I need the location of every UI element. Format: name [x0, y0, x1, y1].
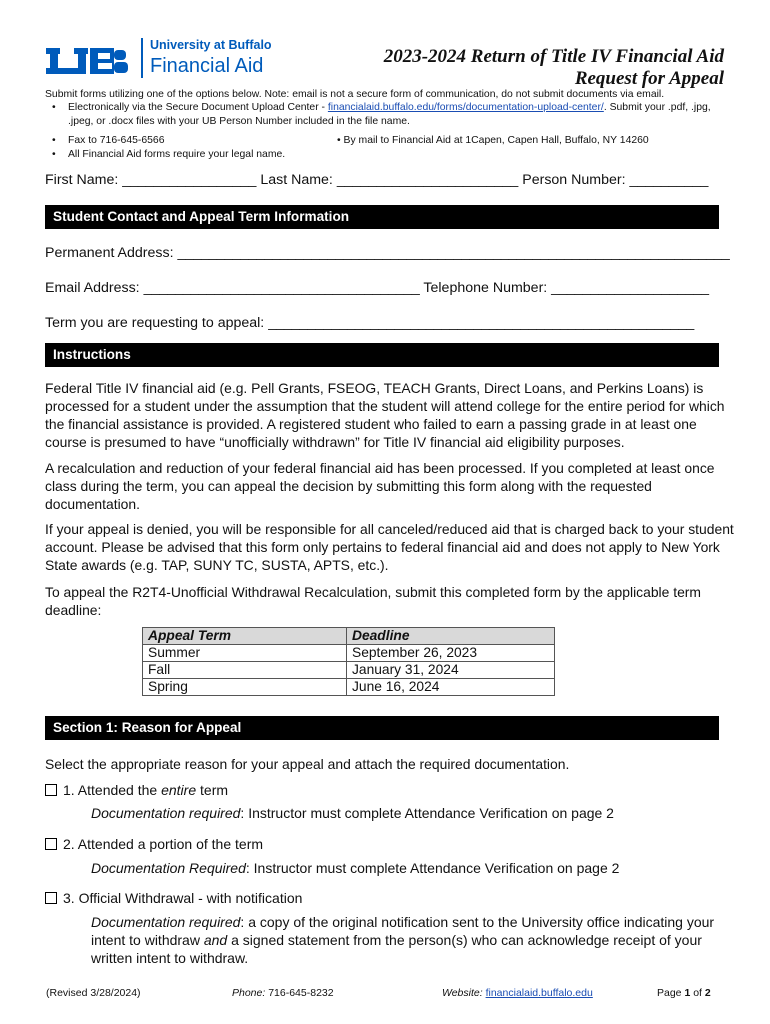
option-2-documentation: Documentation Required: Instructor must complete Attendance Verification on page 2 [91, 860, 620, 876]
term-cell: Spring [143, 679, 347, 696]
table-header-row [143, 628, 555, 645]
option-3-documentation: Documentation required: a copy of the original notification sent to the University office indicating your intent to withdraw and a signed statement from the person(s) who can acknowledge receipt of your written intent to withdraw. [91, 914, 715, 966]
footer-website-link[interactable]: financialaid.buffalo.edu [485, 987, 593, 999]
bullet-mail: • By mail to Financial Aid at 1Capen, Capen Hall, Buffalo, NY 14260 [337, 135, 649, 146]
bullet-legal-name: • All Financial Aid forms require your legal name. [68, 148, 285, 162]
logo-divider [141, 38, 143, 78]
footer-website: Website: financialaid.buffalo.edu [442, 987, 593, 999]
footer-page-number: Page 1 of 2 [657, 987, 711, 999]
checkbox-option-1[interactable] [45, 784, 57, 796]
instructions-paragraph-3: If your appeal is denied, you will be responsible for all canceled/reduced aid that is charged back to your student account. Please be advised that this form only pertains to federal financial aid and does not apply to New York State awards (e.g. TAP, SUNY TC, SUSTA, APTS, etc.). [45, 521, 734, 573]
reason-option-3[interactable]: 3. Official Withdrawal - with notification [45, 890, 302, 906]
checkbox-option-2[interactable] [45, 838, 57, 850]
option-1-documentation: Documentation required: Instructor must complete Attendance Verification on page 2 [91, 805, 614, 821]
instructions-paragraph-1: Federal Title IV financial aid (e.g. Pell Grants, FSEOG, TEACH Grants, Direct Loans, and Perkins Loans) is processed for a student under the assumption that the student will attend college for the entire period for which the financial assistance is provided. A registered student who failed to earn a passing grade in at least one course is presumed to have “unofficially withdrawn” for Title IV financial aid eligibility purposes. [45, 380, 725, 450]
name-fields[interactable]: First Name: _________________ Last Name: _______________________ Person Number: __________ [45, 172, 709, 188]
table-row [143, 679, 555, 696]
logo-university-text: University at Buffalo [150, 38, 272, 52]
deadline-cell: September 26, 2023 [347, 645, 555, 662]
document-title: 2023-2024 Return of Title IV Financial Aid Request for Appeal [383, 46, 724, 89]
permanent-address-field[interactable]: Permanent Address: ______________________________________________________________________ [45, 245, 730, 261]
submission-note: Submit forms utilizing one of the options below. Note: email is not a secure form of communication, do not submit documents via email. [45, 89, 665, 100]
bullet-fax: • Fax to 716-645-6566 [68, 134, 164, 148]
column-header-deadline: Deadline [347, 628, 555, 645]
column-header-term: Appeal Term [143, 628, 347, 645]
footer-phone: Phone: 716-645-8232 [232, 987, 334, 999]
instructions-paragraph-4: To appeal the R2T4-Unofficial Withdrawal Recalculation, submit this completed form by the applicable term deadline: [45, 584, 701, 618]
upload-center-link[interactable]: financialaid.buffalo.edu/forms/documentation-upload-center/ [327, 102, 604, 113]
section-header-contact: Student Contact and Appeal Term Information [45, 205, 719, 229]
term-cell: Fall [143, 662, 347, 679]
section-header-instructions: Instructions [45, 343, 719, 367]
bullet-upload: • Electronically via the Secure Document Upload Center - financialaid.buffalo.edu/forms/documentation-upload-center/. Submit your .pdf, .jpg, .jpeg, or .docx files with your UB Person Number included in the file name. [68, 101, 735, 128]
reason-option-2[interactable]: 2. Attended a portion of the term [45, 836, 263, 852]
table-row [143, 645, 555, 662]
logo-department-text: Financial Aid [150, 55, 264, 77]
reason-option-1[interactable]: 1. Attended the entire term [45, 782, 228, 798]
checkbox-option-3[interactable] [45, 892, 57, 904]
term-cell: Summer [143, 645, 347, 662]
email-telephone-fields[interactable]: Email Address: ___________________________________ Telephone Number: ____________________ [45, 280, 709, 296]
footer-revised: (Revised 3/28/2024) [46, 987, 141, 999]
ub-monogram-icon [46, 48, 136, 76]
deadline-cell: January 31, 2024 [347, 662, 555, 679]
table-row [143, 662, 555, 679]
reason-intro: Select the appropriate reason for your appeal and attach the required documentation. [45, 756, 570, 772]
deadline-cell: June 16, 2024 [347, 679, 555, 696]
appeal-term-field[interactable]: Term you are requesting to appeal: ______________________________________________________ [45, 315, 695, 331]
deadline-table [142, 627, 555, 696]
ub-logo [46, 36, 272, 86]
instructions-paragraph-2: A recalculation and reduction of your federal financial aid has been processed. If you completed at least once class during the term, you can appeal the decision by submitting this form along with the requested documentation. [45, 460, 715, 512]
section-header-reason: Section 1: Reason for Appeal [45, 716, 719, 740]
